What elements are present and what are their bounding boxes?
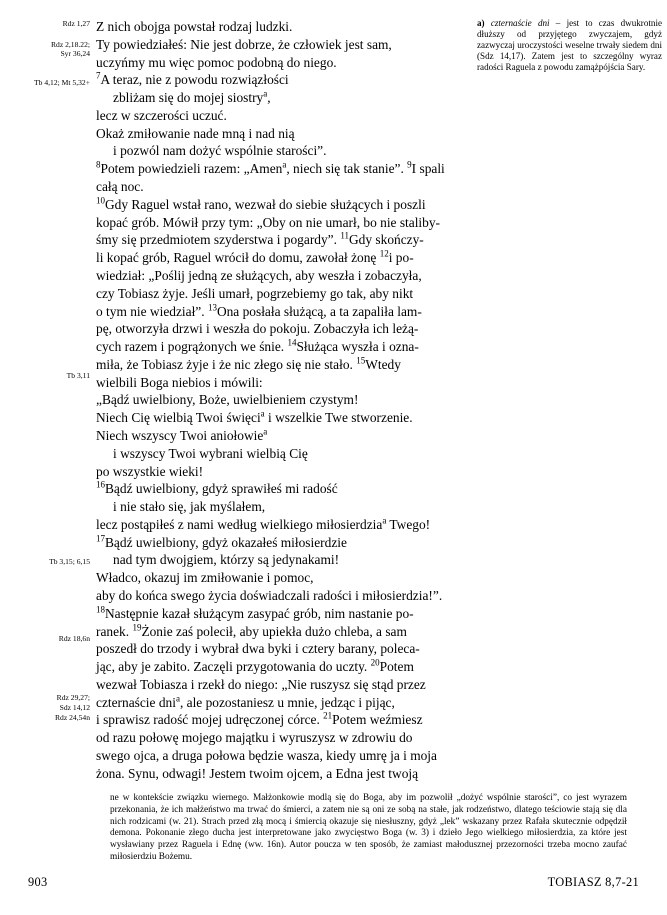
scripture-line: $^{17}$Bądź uwielbiony, gdyż okazałeś miłosierdzie (96, 533, 347, 550)
scripture-line: swego ojca, a druga połowa będzie wasza, kiedy umrę ja i moja (96, 748, 437, 764)
scripture-line: zbliżam się do mojej siostry$^a$, (113, 88, 271, 106)
cross-reference: Tb 3,11 (66, 371, 90, 380)
scripture-line: $^{10}$Gdy Raguel wstał rano, wezwał do siebie służących i poszli (96, 195, 426, 212)
scripture-line: i sprawisz radość mojej udręczonej córce. $^{21}$Potem weźmiesz (96, 711, 423, 728)
cross-reference: Rdz 29,27; (56, 693, 90, 702)
scripture-line: cych razem i pogrążonych we śnie. $^{14}$Służąca wyszła i ozna- (96, 337, 419, 355)
scripture-line: Władco, okazuj im zmiłowanie i pomoc, (96, 570, 314, 586)
cross-reference: Rdz 18,6n (58, 634, 90, 643)
scripture-line: i pozwól nam dożyć wspólnie starości”. (113, 143, 327, 159)
scripture-line: Z nich obojga powstał rodzaj ludzki. (96, 19, 293, 34)
scripture-line: o tym nie wiedział”. $^{13}$Ona posłała służącą, a ta zapaliła lam- (96, 302, 422, 319)
scripture-line: $^8$Potem powiedzieli razem: „Amen$^a$, niech się tak stanie”. $^9$I spali (96, 159, 445, 177)
scripture-line: jąc, aby je zabito. Zaczęli przygotowania do uczty. $^{20}$Potem (96, 657, 414, 675)
scripture-line: Niech wszyscy Twoi aniołowie$^a$ (96, 426, 268, 443)
scripture-line: $^{18}$Następnie kazał służącym zasypać grób, nim nastanie po- (96, 604, 414, 621)
scripture-line: li kopać grób, Raguel wrócił do domu, zawołał żonę $^{12}$i po- (96, 248, 414, 266)
scripture-line: aby do końca swego życia doświadczali radości i miłosierdzia!”. (96, 588, 443, 603)
scripture-line: wiedział: „Poślij jedną ze służących, aby weszła i zobaczyła, (96, 267, 422, 283)
scripture-line: i wszyscy Twoi wybrani wielbią Cię (113, 445, 308, 461)
cross-reference: Rdz 2,18.22; (50, 40, 90, 49)
running-title: TOBIASZ 8,7-21 (547, 875, 639, 889)
scripture-line: Ty powiedziałeś: Nie jest dobrze, że człowiek jest sam, (96, 36, 392, 52)
cross-reference: Tb 4,12; Mt 5,32+ (34, 78, 90, 87)
scripture-body-block (28, 18, 455, 783)
cross-reference: Rdz 24,54n (54, 713, 90, 722)
page-footer (28, 875, 639, 890)
scripture-line: „Bądź uwielbiony, Boże, uwielbieniem czystym! (96, 392, 359, 408)
scripture-line: żona. Synu, odwagi! Jestem twoim ojcem, a Edna jest twoją (96, 765, 419, 781)
page-top-area (28, 18, 663, 783)
scripture-line: miła, że Tobiasz żyje i że nic złego się nie stało. $^{15}$Wtedy (96, 355, 401, 372)
scripture-line: śmy się przedmiotem szyderstwa i pogardy”. $^{11}$Gdy skończy- (96, 230, 424, 248)
marginal-note: a) czternaście dni – jest to czas dwukrotnie dłuższy od przyjętego zwyczajem, gdyż zazwyczaj uroczystości weselne trwały siedem dni (Sdz 14,17). Zatem jest to szczególny wyraz radości Raguela z powodu zamążpójścia Sary. (477, 18, 663, 73)
cross-reference: Syr 36,24 (60, 49, 90, 58)
scripture-line: ranek. $^{19}$Żonie zaś polecił, aby upiekła dużo chleba, a sam (96, 622, 407, 639)
scripture-line: $^{16}$Bądź uwielbiony, gdyż sprawiłeś mi radość (96, 479, 338, 497)
cross-reference: Tb 3,15; 6,15 (49, 557, 90, 566)
cross-reference: Sdz 14,12 (59, 703, 90, 712)
scripture-text (96, 18, 455, 783)
scripture-line: poszedł do trzody i wybrał dwa byki i cztery barany, poleca- (96, 641, 420, 657)
scripture-line: lecz w szczerości uczuć. (96, 107, 227, 123)
scripture-line: kopać grób. Mówił przy tym: „Oby on nie umarł, bo nie staliby- (96, 214, 440, 230)
scripture-line: uczyńmy mu więc pomoc podobną do niego. (96, 54, 337, 70)
scripture-line: całą noc. (96, 179, 144, 195)
page-number: 903 (28, 875, 48, 889)
scripture-line: czy Tobiasz żyje. Jeśli umarł, pogrzebiemy go tak, aby nikt (96, 285, 414, 301)
scripture-line: Niech Cię wielbią Twoi święci$^a$ i wszelkie Twe stworzenie. (96, 408, 413, 426)
scripture-line: $^7$A teraz, nie z powodu rozwiązłości (96, 70, 289, 88)
scripture-line: po wszystkie wieki! (96, 463, 204, 479)
scripture-line: Okaż zmiłowanie nade mną i nad nią (96, 125, 295, 141)
scripture-line: lecz postąpiłeś z nami według wielkiego miłosierdzia$^a$ Twego! (96, 515, 431, 532)
bottom-commentary: ne w kontekście związku wiernego. Małżonkowie modlą się do Boga, aby im pozwolił „dożyć wspólnie starości”, co jest wyrazem przekonania, że ich małżeństwo ma trwać do śmierci, a zatem nie są oni ze sobą na stałe, jak rodzeństwo, dlatego teściowie stają się dla nich rodzicami (w. 21). Strach przed złą mocą i śmiercią okazuje się niesłuszny, gdyż „lek” wskazany przez Rafała skutecznie odpędził demona. Pokonanie złego ducha jest interpretowane jako zwycięstwo Boga (w. 3) i dzieło Jego wielkiego miłosierdzia, za które jest wysławiany przez Raguela i Ednę (ww. 16n). Autor poucza w ten sposób, że zamiast małodusznej przezorności trzeba mocno zaufać miłosierdziu Bożemu. (110, 793, 627, 862)
scripture-line: i nie stało się, jak myślałem, (113, 499, 266, 515)
scripture-line: wielbili Boga niebios i mówili: (96, 374, 263, 390)
cross-reference: Rdz 1,27 (62, 19, 90, 28)
scripture-line: czternaście dni$^a$, ale pozostaniesz u mnie, jedząc i pijąc, (96, 693, 395, 710)
scripture-line: nad tym dwojgiem, którzy są jedynakami! (113, 552, 340, 568)
scripture-line: pę, otworzyła drzwi i weszła do pokoju. Zobaczyła ich leżą- (96, 321, 419, 337)
scripture-line: od razu połowę mojego majątku i wyruszysz w zdrowiu do (96, 730, 413, 746)
scripture-line: wezwał Tobiasza i rzekł do niego: „Nie ruszysz się stąd przez (96, 676, 426, 692)
